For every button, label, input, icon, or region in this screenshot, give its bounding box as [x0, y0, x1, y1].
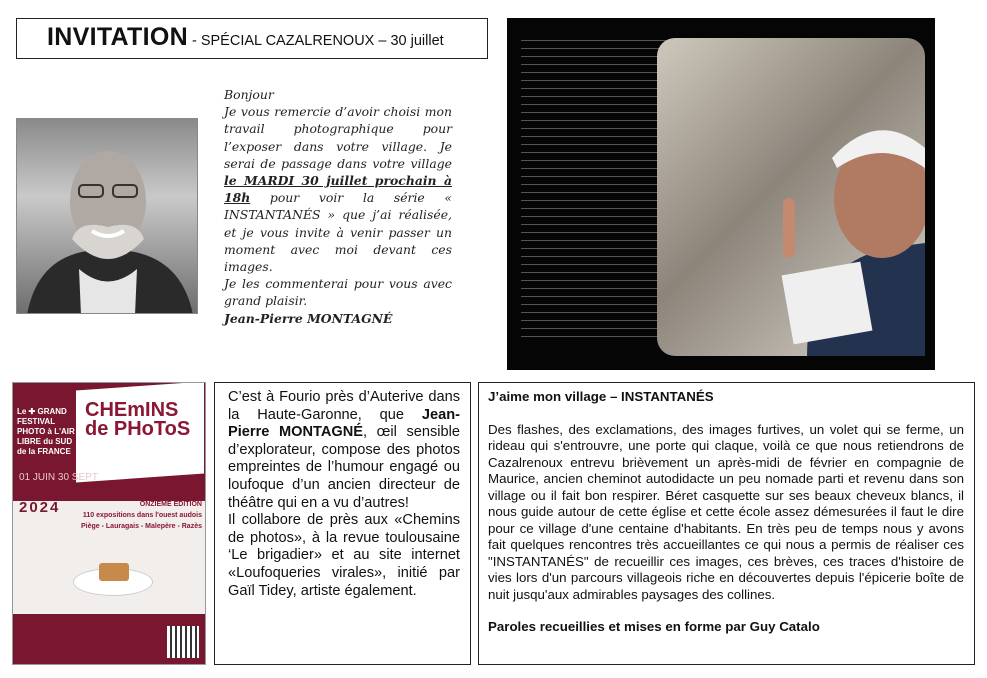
poster-year: 2024 [19, 499, 61, 516]
letter-paragraph [224, 103, 452, 275]
festival-poster [12, 382, 206, 665]
article-credit: Paroles recueillies et mises en forme par Guy Catalo [488, 619, 820, 634]
artist-bio [214, 382, 471, 665]
photo-portrait-card [657, 38, 925, 356]
toast-image [99, 563, 129, 581]
poster-dates: 01 JUIN 30 SEPT [19, 472, 98, 483]
bio-paragraph [228, 389, 460, 512]
article-body: Des flashes, des exclamations, des images furtives, un volet qui se ferme, un rideau qui s'entrouvre, une porte qui claque, voilà ce que nous retiendrons de Cazalrenoux entrevu brièvement un après-midi de février en compagnie de Maurice, ancien cheminot autodidacte un peu nomade parti et revenu dans son village ou il fait bon respirer. Béret casquette sur ses beaux cheveux blancs, il nous guide autour de cette église et cette école assez démesurées il faut le dire pour ce village d'une centaine d'habitants. En très peu de temps nous y avons fait quelques rencontres très accueillantes ce qui nous a permis de réaliser ces "INSTANTANÉS" de recueillir ces images, ces brèves, ces traces d'histoire de vies lors d'un parcours villageois riche en découvertes depuis l'épicerie boîte de nuit jusqu'aux admirables paysages des collines. [488, 421, 964, 602]
poster-expos [81, 499, 202, 532]
article-heading: J’aime mon village – INSTANTANÉS [488, 389, 714, 404]
portrait-photo [16, 118, 198, 314]
title-sub: - SPÉCIAL CAZALRENOUX – 30 juillet [187, 33, 444, 49]
poster-expos-text: 110 expositions dans l'ouest audois [82, 512, 202, 519]
maurice-photo [507, 18, 935, 370]
invitation-letter [224, 86, 452, 327]
invitation-title [16, 18, 488, 59]
poster-edition: ONZIÈME ÉDITION [139, 501, 202, 508]
bio-text: , œil sensible d’explorateur, compose des photos empreintes de l’humour engagé ou loufoque d’un ancien directeur de théâtre qui en a vu d’autres! [228, 424, 460, 511]
letter-signature: Jean-Pierre MONTAGNÉ [224, 310, 393, 326]
artist-name: Jean-Pierre MONTAGNÉ [228, 406, 460, 441]
event-date: le MARDI 30 juillet prochain à 18h [224, 173, 452, 206]
poster-tagline: Le ✚ GRAND FESTIVAL PHOTO à L'AIR LIBRE du SUD de la FRANCE [17, 407, 75, 456]
title-main: INVITATION [47, 23, 188, 51]
article-box [478, 382, 975, 665]
poster-places: Piège - Lauragais - Malepère - Razès [81, 523, 202, 530]
qr-code-icon [167, 626, 199, 658]
letter-text: pour voir la série « INSTANTANÉS » que j’ai réalisée, et je vous invite à venir passer un moment avec moi devant ces images. [224, 190, 452, 275]
photo-text-lines [521, 40, 671, 344]
letter-text: Je vous remercie d’avoir choisi mon travail photographique pour l’exposer dans votre village. Je serai de passage dans votre village [224, 104, 452, 171]
letter-greeting: Bonjour [224, 87, 274, 102]
letter-closing: Je les commenterai pour vous avec grand plaisir. [224, 276, 452, 309]
poster-brand: CHEmINS de PHoToS [85, 399, 191, 440]
bio-text: C’est à Fourio près d’Auterive dans la Haute-Garonne, que [228, 389, 460, 423]
bio-paragraph-2: Il collabore de près aux «Chemins de photos», à la revue toulousaine ‘Le brigadier» et au site internet «Loufoqueries virales», initié par Gaïl Tidey, artiste également. [228, 512, 460, 599]
